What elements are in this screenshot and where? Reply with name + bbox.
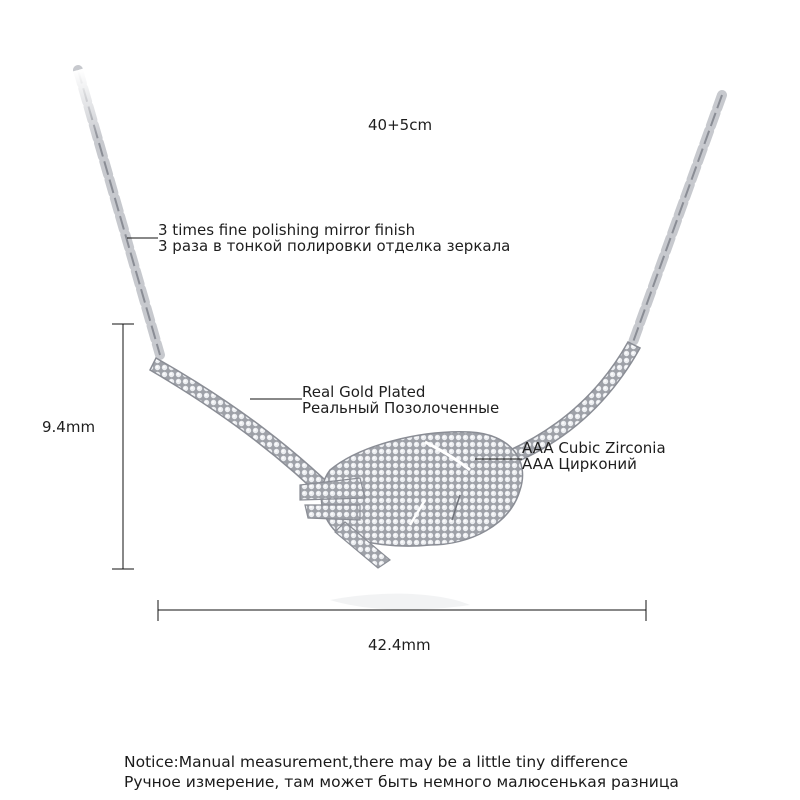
callout-zirconia-en: AAA Cubic Zirconia <box>522 439 666 457</box>
callout-polish-ru: 3 раза в тонкой полировки отделка зеркала <box>158 237 511 255</box>
height-label: 9.4mm <box>42 418 96 436</box>
chain-length-label: 40+5cm <box>368 116 433 134</box>
callout-zirconia <box>522 440 666 472</box>
measurement-notice <box>124 752 679 792</box>
feather-pendant <box>300 432 523 568</box>
height-dimension-line <box>112 324 134 569</box>
width-label: 42.4mm <box>368 636 431 654</box>
callout-polish <box>158 222 510 254</box>
notice-en: Notice:Manual measurement,there may be a little tiny difference <box>124 753 629 771</box>
callout-polish-en: 3 times fine polishing mirror finish <box>158 221 416 239</box>
notice-ru: Ручное измерение, там может быть немного малюсенькая разница <box>124 773 679 791</box>
callout-gold-en: Real Gold Plated <box>302 383 426 401</box>
callout-gold-ru: Реальный Позолоченные <box>302 399 500 417</box>
callout-zirconia-ru: AAA Цирконий <box>522 455 637 473</box>
callout-gold <box>302 384 499 416</box>
reflection <box>330 594 470 610</box>
left-chain <box>78 70 160 355</box>
right-chain <box>632 95 722 345</box>
